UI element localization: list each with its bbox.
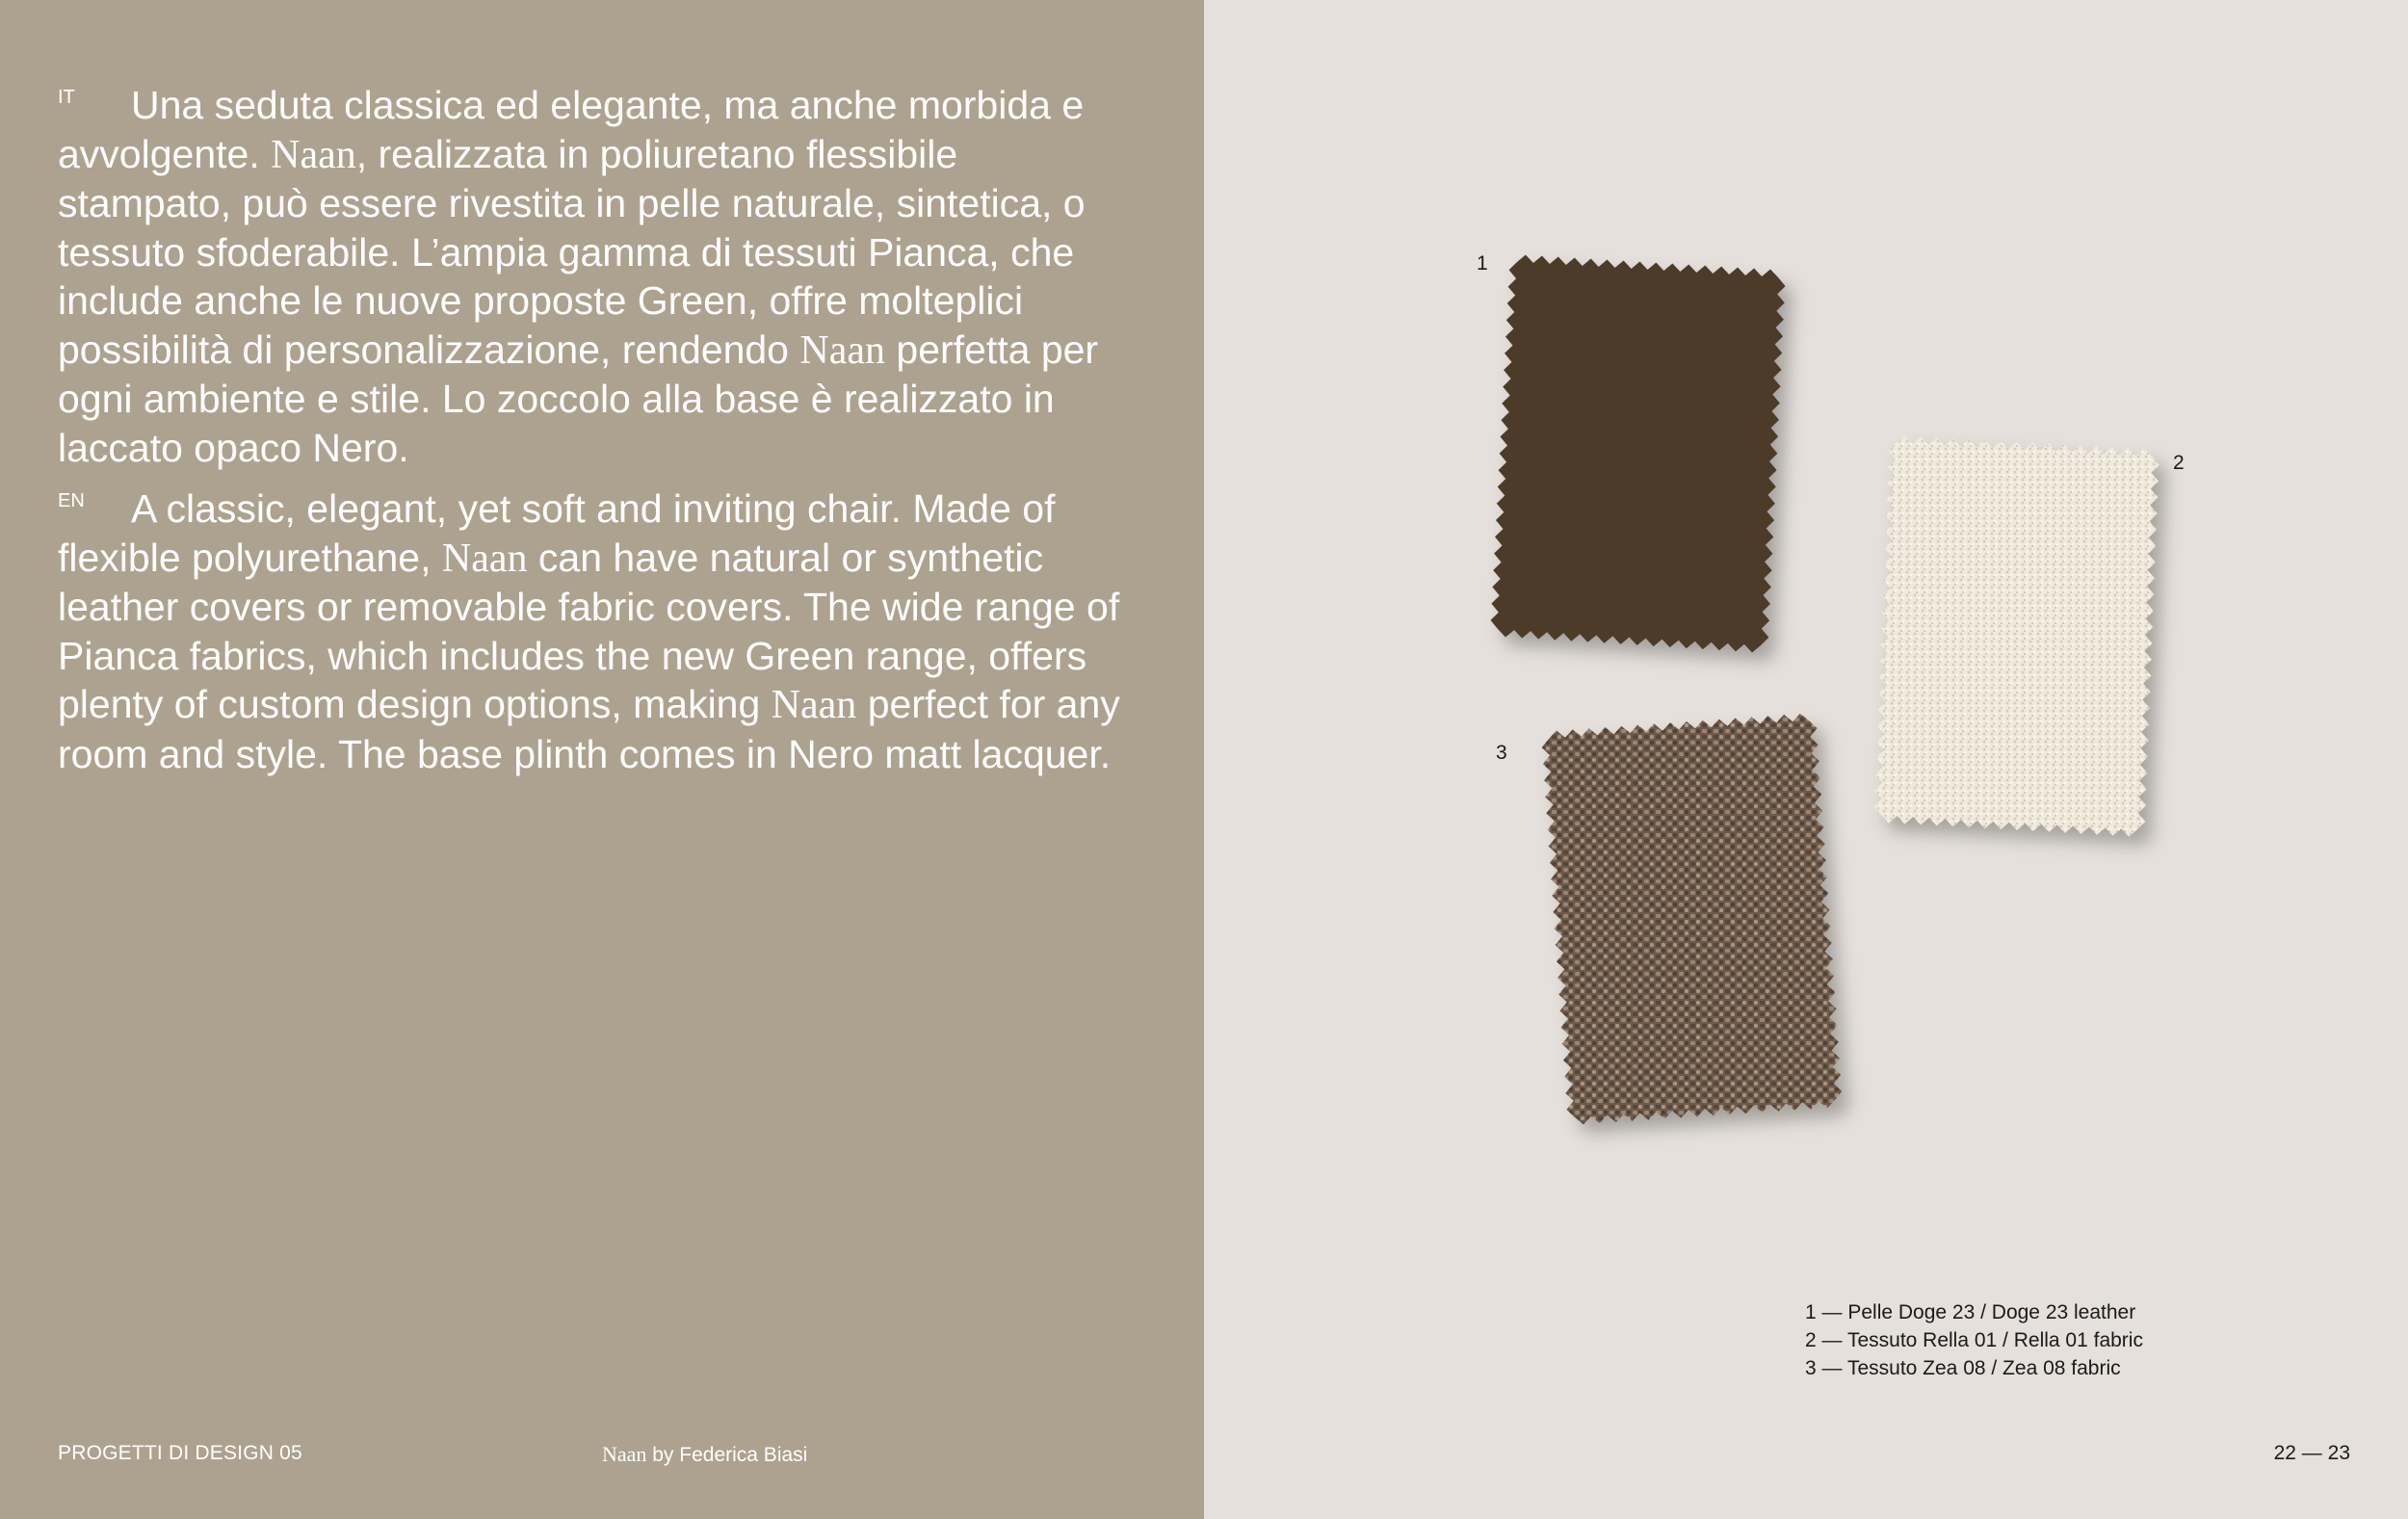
en-naan-2: Naan <box>771 683 857 727</box>
it-text-3: perfetta per ogni ambiente e stile. Lo zoccolo alla base è realizzato in laccato opaco Nero. <box>58 327 1099 470</box>
it-naan-2: Naan <box>799 327 885 373</box>
en-naan-1: Naan <box>441 536 528 581</box>
caption-2: 2 — Tessuto Rella 01 / Rella 01 fabric <box>1805 1329 2143 1351</box>
swatch-1-leather <box>1491 255 1786 653</box>
swatch-number-3: 3 <box>1496 742 1507 764</box>
it-text-1: Una seduta classica ed elegante, ma anche morbida e avvolgente. <box>58 83 1085 176</box>
swatch-2-rella <box>1873 435 2159 836</box>
footer-product-credit <box>602 1442 807 1467</box>
italian-paragraph <box>58 81 1137 472</box>
en-text-3: perfect for any room and style. The base plinth comes in Nero matt lacquer. <box>58 682 1120 776</box>
lang-label-it: IT <box>58 87 75 108</box>
footer-product-name: Naan <box>602 1442 647 1466</box>
fabric-swatches <box>1204 0 2408 1519</box>
swatch-number-2: 2 <box>2173 452 2185 474</box>
english-paragraph <box>58 485 1137 778</box>
swatch-3-zea <box>1542 714 1843 1125</box>
lang-label-en: EN <box>58 490 85 511</box>
footer-series-label: PROGETTI DI DESIGN 05 <box>58 1442 302 1464</box>
swatch-number-1: 1 <box>1477 252 1488 275</box>
it-text-2: , realizzata in poliuretano flessibile stampato, può essere rivestita in pelle naturale, sintetica, o tessuto sfoderabile. L’ampia gamma di tessuti Pianca, che include anche le nuove proposte Green, offre molteplici possibilità di personalizzazione, rendendo <box>58 131 1086 372</box>
footer-designer: by Federica Biasi <box>646 1444 808 1466</box>
swatch-captions <box>1805 1298 2143 1382</box>
caption-3: 3 — Tessuto Zea 08 / Zea 08 fabric <box>1805 1357 2121 1379</box>
en-text-1: A classic, elegant, yet soft and inviting chair. Made of flexible polyurethane, <box>58 486 1056 580</box>
caption-1: 1 — Pelle Doge 23 / Doge 23 leather <box>1805 1301 2136 1323</box>
page-numbers: 22 — 23 <box>2273 1442 2350 1464</box>
it-naan-1: Naan <box>271 132 356 177</box>
en-text-2: can have natural or synthetic leather covers or removable fabric covers. The wide range of Pianca fabrics, which includes the new Green range, offers plenty of custom design options, making <box>58 535 1120 726</box>
